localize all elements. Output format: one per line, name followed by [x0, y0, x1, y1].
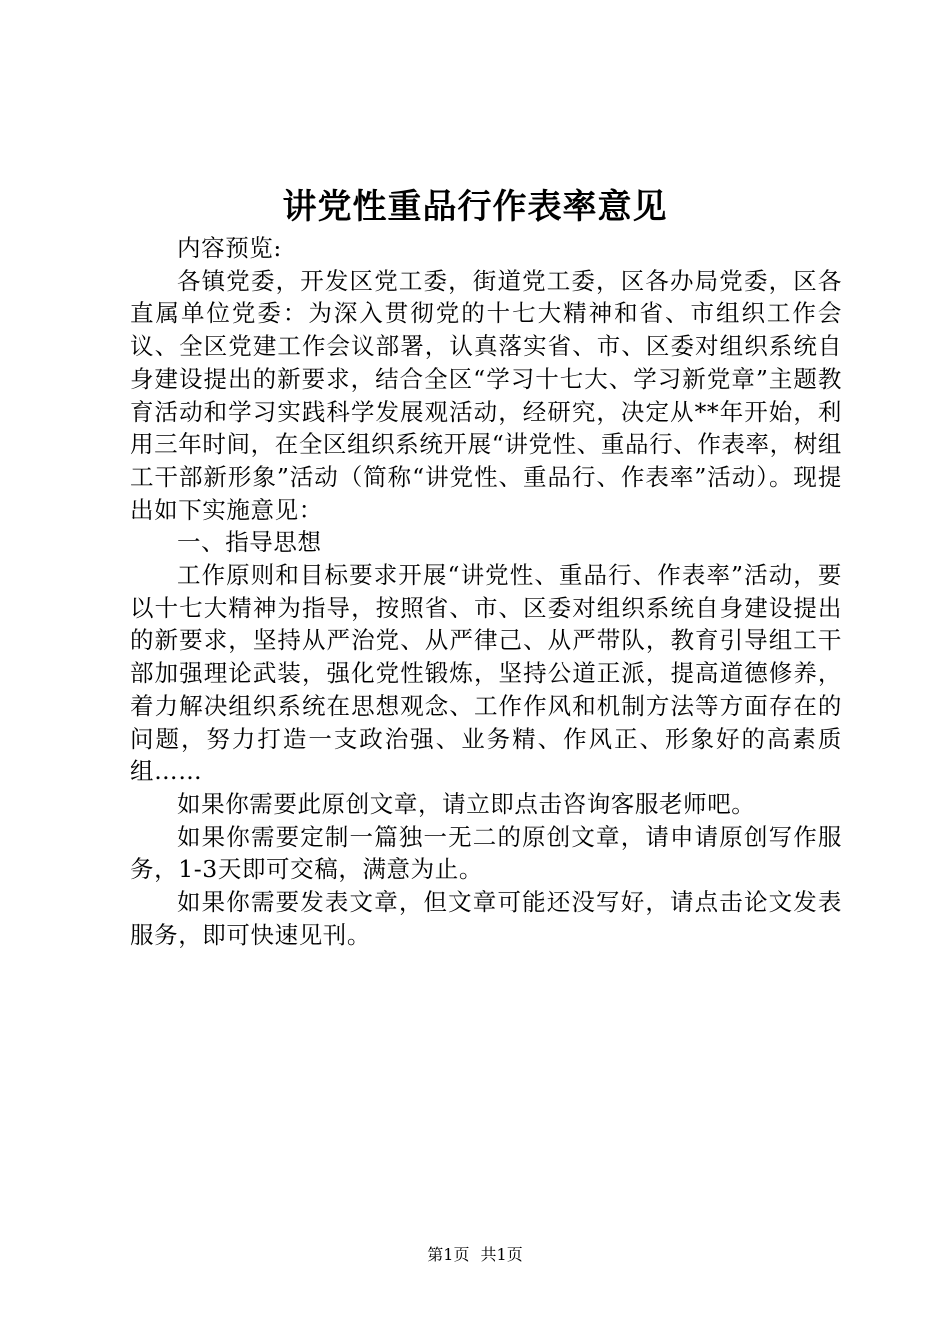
page-number-current: 第1页: [427, 1245, 470, 1264]
intro-paragraph: 各镇党委，开发区党工委，街道党工委，区各办局党委，区各直属单位党委：为深入贯彻党的十七大精神和省、市组织工作会议、全区党建工作会议部署，认真落实省、市、区委对组织系统自身建设提出的新要求，结合全区“学习十七大、学习新党章”主题教育活动和学习实践科学发展观活动，经研究，决定从**年开始，利用三年时间，在全区组织系统开展“讲党性、重品行、作表率，树组工干部新形象”活动（简称“讲党性、重品行、作表率”活动）。现提出如下实施意见：: [130, 266, 842, 524]
page-footer: [0, 1244, 950, 1266]
guiding-ideology-paragraph: 工作原则和目标要求开展“讲党性、重品行、作表率”活动，要以十七大精神为指导，按照省、市、区委对组织系统自身建设提出的新要求，坚持从严治党、从严律己、从严带队，教育引导组工干部加强理论武装，强化党性锻炼，坚持公道正派，提高道德修养，着力解决组织系统在思想观念、工作作风和机制方法等方面存在的问题，努力打造一支政治强、业务精、作风正、形象好的高素质组……: [130, 561, 842, 786]
document-body: [130, 232, 842, 951]
promo-custom-writing-paragraph: 如果你需要定制一篇独一无二的原创文章，请申请原创写作服务，1-3天即可交稿，满意为止。: [130, 822, 842, 884]
section-heading-guiding-ideology: 一、指导思想: [177, 528, 322, 557]
page-number-total: 共1页: [480, 1245, 523, 1264]
promo-publish-paragraph: 如果你需要发表文章，但文章可能还没写好，请点击论文发表服务，即可快速见刊。: [130, 888, 842, 949]
document-title: 讲党性重品行作表率意见: [282, 187, 668, 227]
promo-consult-paragraph: 如果你需要此原创文章，请立即点击咨询客服老师吧。: [177, 789, 756, 818]
preview-label: 内容预览:: [177, 234, 282, 262]
